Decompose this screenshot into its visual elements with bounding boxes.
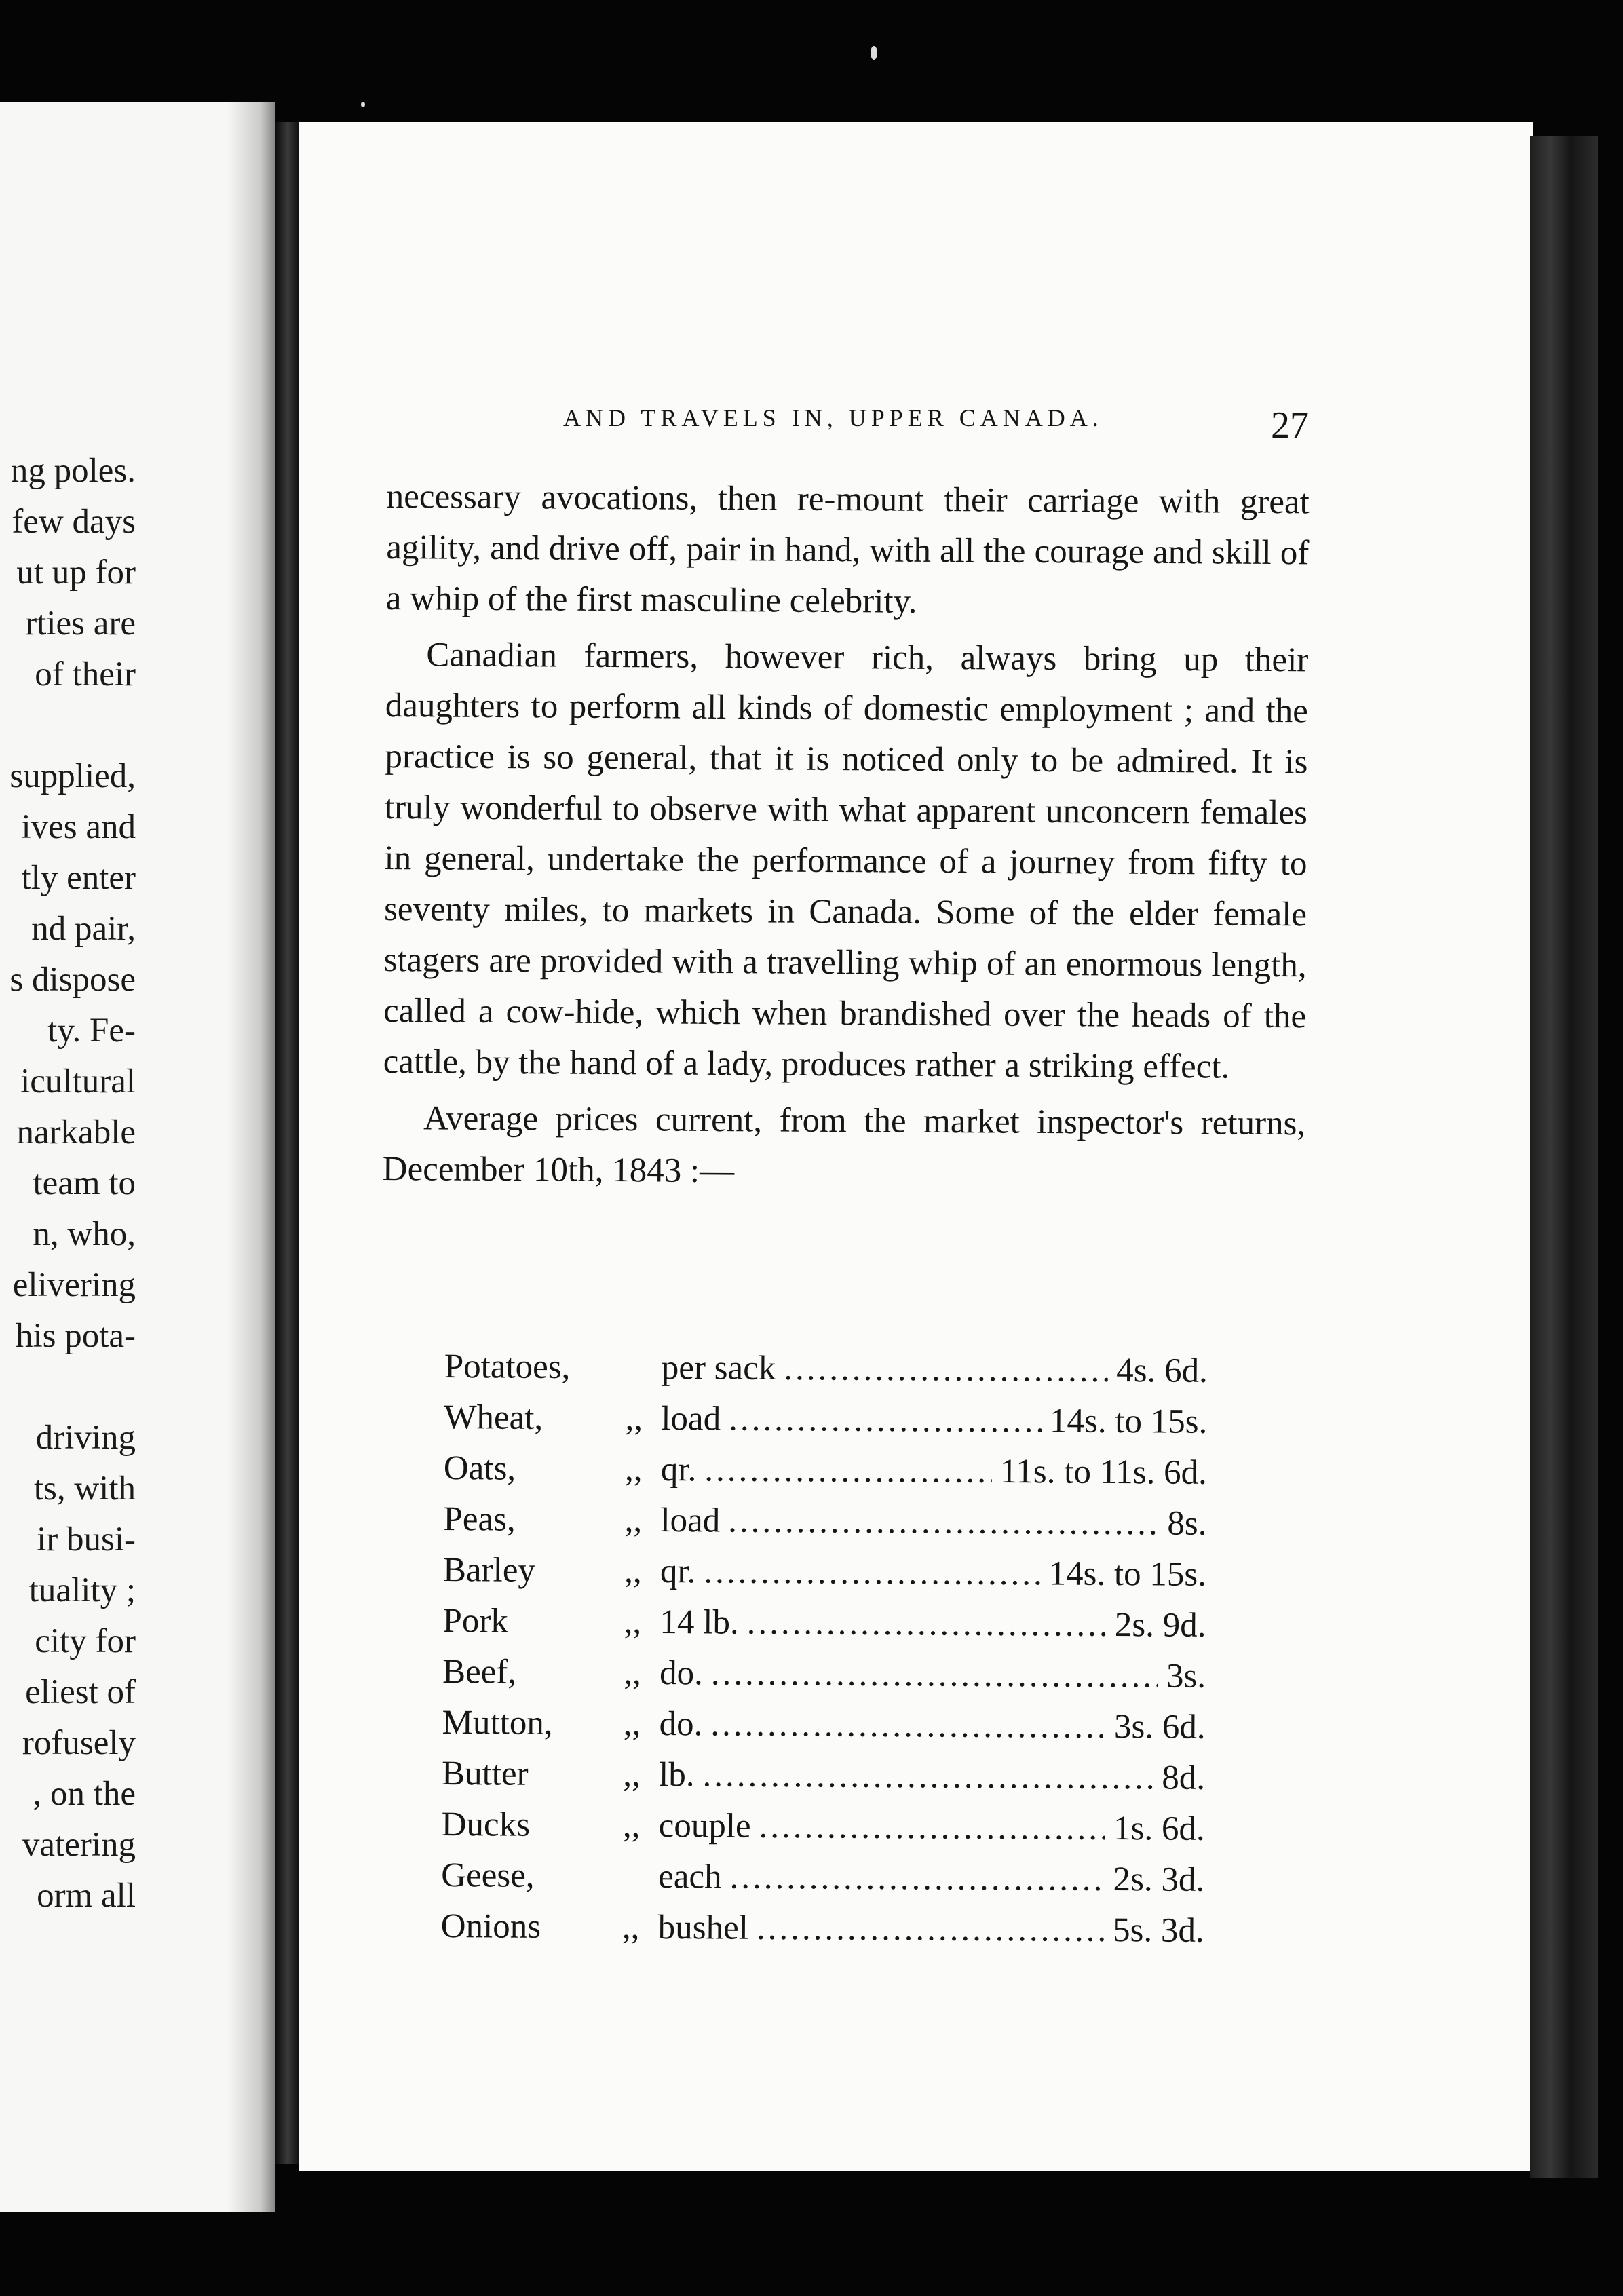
price-row xyxy=(444,1449,1207,1504)
gutter-shadow xyxy=(227,102,275,2212)
price-row xyxy=(442,1601,1206,1657)
paragraph: Average prices current, from the market inspector's returns, December 10th, 1843 :— xyxy=(382,1099,1306,1191)
dot-leader xyxy=(729,1400,1042,1441)
left-page-line: , on the xyxy=(33,1775,136,1813)
left-page-line: ty. Fe- xyxy=(47,1012,136,1050)
ditto-mark: ,, xyxy=(624,1603,642,1641)
dot-leader xyxy=(710,1704,1106,1746)
price-value: 14s. to 15s. xyxy=(1048,1554,1207,1594)
price-unit: 14 lb. xyxy=(660,1603,739,1642)
price-row xyxy=(441,1856,1204,1911)
price-unit: each xyxy=(658,1857,722,1896)
price-item-name: Onions xyxy=(440,1907,541,1946)
left-page-line: vatering xyxy=(22,1826,136,1864)
price-item-name: Peas, xyxy=(443,1499,516,1539)
price-item-name: Ducks xyxy=(441,1805,531,1844)
ditto-mark: ,, xyxy=(622,1908,640,1947)
price-item-name: Barley xyxy=(442,1550,536,1590)
left-page-line: narkable xyxy=(16,1113,136,1151)
left-page-line: ut up for xyxy=(16,554,136,592)
left-page-line: ts, with xyxy=(33,1470,136,1508)
left-page-line: n, who, xyxy=(33,1215,136,1253)
page-number: 27 xyxy=(1271,404,1309,446)
price-unit: qr. xyxy=(660,1450,697,1489)
paragraph: Canadian farmers, however rich, always bring up their daughters to perform all kinds of domestic employment ; and the practice is so general, that it is noticed only to be admired. It is truly wonderful to observe with what apparent unconcern females in general, undertake the performance of a journey from fifty to seventy miles, to markets in Canada. Some of the elder female stagers are provided with a travelling whip of an enormous length, called a cow-hide, which when brandished over the heads of the cattle, by the hand of a lady, produces rather a striking effect. xyxy=(383,636,1309,1086)
price-unit: do. xyxy=(659,1653,703,1693)
price-unit: per sack xyxy=(661,1348,776,1388)
left-page-line: ng poles. xyxy=(10,452,136,490)
price-value: 2s. 3d. xyxy=(1113,1860,1205,1899)
price-item-name: Pork xyxy=(442,1601,509,1641)
ditto-mark: ,, xyxy=(623,1755,641,1794)
ditto-mark: ,, xyxy=(623,1704,641,1743)
price-unit: qr. xyxy=(660,1552,696,1591)
price-item-name: Butter xyxy=(441,1754,529,1793)
price-value: 3s. xyxy=(1166,1657,1206,1696)
price-row xyxy=(442,1652,1206,1708)
left-page-line: supplied, xyxy=(9,757,136,795)
price-row xyxy=(444,1347,1208,1402)
price-row xyxy=(442,1754,1205,1810)
dot-leader xyxy=(728,1501,1159,1544)
left-page-line: elivering xyxy=(12,1266,136,1304)
price-row xyxy=(441,1805,1204,1860)
ditto-mark: ,, xyxy=(625,1399,643,1438)
left-page-line: rties are xyxy=(25,605,136,643)
book-edge xyxy=(1530,136,1598,2178)
dot-leader xyxy=(757,1909,1105,1950)
left-page-line: ir busi- xyxy=(37,1520,136,1558)
price-item-name: Wheat, xyxy=(444,1398,543,1437)
dot-leader xyxy=(704,1552,1041,1593)
price-value: 5s. 3d. xyxy=(1112,1911,1204,1950)
left-page-line: his pota- xyxy=(15,1317,136,1355)
price-item-name: Geese, xyxy=(441,1856,535,1895)
price-row xyxy=(443,1550,1206,1606)
left-page-line: city for xyxy=(35,1622,136,1660)
price-unit: load xyxy=(661,1399,721,1438)
dot-leader xyxy=(784,1349,1108,1390)
dot-leader xyxy=(702,1755,1153,1797)
dot-leader xyxy=(704,1450,992,1491)
price-item-name: Oats, xyxy=(443,1449,516,1488)
price-row xyxy=(443,1499,1206,1555)
price-value: 2s. 9d. xyxy=(1114,1606,1206,1645)
left-page-line: orm all xyxy=(37,1877,136,1915)
price-list xyxy=(441,1347,1208,1962)
dust-speck xyxy=(361,102,365,107)
price-value: 3s. 6d. xyxy=(1113,1708,1206,1746)
price-value: 8s. xyxy=(1167,1504,1207,1543)
book-spine xyxy=(275,122,301,2164)
price-unit: do. xyxy=(659,1704,703,1744)
dot-leader xyxy=(747,1603,1107,1645)
dust-speck xyxy=(871,46,877,60)
dot-leader xyxy=(711,1653,1158,1696)
left-page-line: team to xyxy=(33,1164,136,1202)
price-value: 1s. 6d. xyxy=(1113,1810,1205,1848)
price-item-name: Potatoes, xyxy=(444,1347,571,1387)
dot-leader xyxy=(729,1858,1105,1899)
price-unit: couple xyxy=(658,1806,751,1845)
left-page-line: driving xyxy=(35,1419,136,1457)
ditto-mark: ,, xyxy=(624,1501,643,1539)
ditto-mark: ,, xyxy=(622,1806,641,1845)
dot-leader xyxy=(759,1807,1105,1848)
price-row xyxy=(444,1398,1207,1453)
ditto-mark: ,, xyxy=(624,1552,642,1590)
price-unit: bushel xyxy=(657,1908,749,1947)
price-value: 8d. xyxy=(1162,1759,1206,1797)
price-value: 4s. 6d. xyxy=(1116,1352,1208,1390)
running-title: AND TRAVELS IN, UPPER CANADA. xyxy=(563,404,1103,432)
left-page-line: s dispose xyxy=(9,961,136,999)
left-page-line: icultural xyxy=(20,1063,136,1101)
left-page-line: rofusely xyxy=(22,1724,136,1762)
left-page-line: ives and xyxy=(21,808,136,846)
price-row xyxy=(441,1907,1204,1962)
ditto-mark: ,, xyxy=(624,1450,643,1489)
left-page-line: tuality ; xyxy=(28,1571,136,1609)
price-item-name: Mutton, xyxy=(442,1703,553,1742)
price-item-name: Beef, xyxy=(442,1652,517,1691)
price-unit: load xyxy=(660,1501,721,1540)
paragraph: necessary avocations, then re-mount their carriage with great agility, and drive off, pair in hand, with all the courage and skill of a whip of the first masculine celebrity. xyxy=(385,477,1310,621)
price-unit: lb. xyxy=(658,1755,695,1795)
price-value: 14s. to 15s. xyxy=(1049,1402,1208,1441)
price-value: 11s. to 11s. 6d. xyxy=(999,1453,1208,1492)
left-page-line: few days xyxy=(12,503,136,541)
price-row xyxy=(442,1703,1205,1759)
body-text xyxy=(382,472,1309,1200)
left-page-line: of their xyxy=(35,655,136,693)
ditto-mark: ,, xyxy=(624,1653,641,1692)
left-page-line: eliest of xyxy=(25,1673,136,1711)
left-page-line: nd pair, xyxy=(31,910,136,948)
left-page-line: tly enter xyxy=(21,859,136,897)
